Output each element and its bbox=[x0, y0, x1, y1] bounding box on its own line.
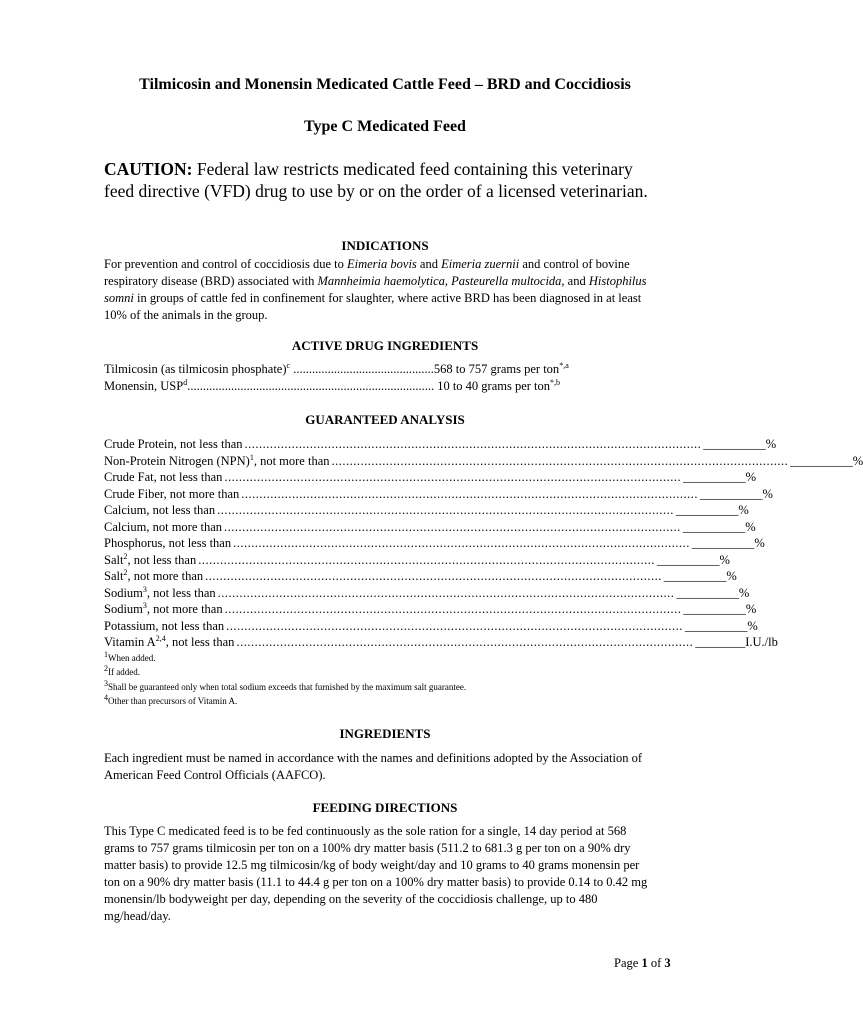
indications-text: For prevention and control of coccidiosis due to Eimeria bovis and Eimeria zuernii and control of bovine respiratory disease (BRD) associated with Mannheimia haemolytica, Pasteurella multocida, and Histophilus somni in groups of cattle fed in confinement for slaughter, where active BRD has been diagnosed in at least 10% of the animals in the group. bbox=[104, 257, 647, 322]
ingredients-heading: INGREDIENTS bbox=[339, 726, 431, 741]
indications-heading: INDICATIONS bbox=[341, 238, 429, 253]
analysis-row: Crude Protein, not less than .............................................................................................................................. __________% bbox=[104, 437, 777, 451]
analysis-row: Potassium, not less than .............................................................................................................................. __________% bbox=[104, 618, 758, 633]
footnote: $^1$When added. bbox=[104, 650, 156, 663]
analysis-row: Salt$^2$, not more than .............................................................................................................................. __________% bbox=[104, 567, 737, 583]
footnote: $^4$Other than precursors of Vitamin A. bbox=[104, 693, 238, 706]
feeding-directions-text: This Type C medicated feed is to be fed continuously as the sole ration for a single, 14 day period at 568 grams to 757 grams tilmicosin per ton on a 100% dry matter basis (511.2 to 681.3 g per ton on a 90% dry matter basis) to provide 12.5 mg tilmicosin/kg of body weight/day and 10 grams to 40 grams monensin per ton on a 90% dry matter basis (11.1 to 44.4 g per ton on a 100% dry matter basis) to provide 0.14 to 0.42 mg monensin/lb bodyweight per day, depending on the severity of the coccidiosis challenge, up to 480 mg/head/day. bbox=[104, 824, 648, 923]
analysis-row: Sodium$^3$, not less than .............................................................................................................................. __________% bbox=[104, 584, 750, 600]
analysis-row: Sodium$^3$, not more than .............................................................................................................................. __________% bbox=[104, 600, 757, 616]
guaranteed-analysis-list bbox=[104, 436, 863, 651]
footnote: $^3$Shall be guaranteed only when total sodium exceeds that furnished by the maximum salt guarantee. bbox=[104, 679, 467, 692]
analysis-row: Salt$^2$, not less than .............................................................................................................................. __________% bbox=[104, 551, 730, 567]
analysis-row: Crude Fat, not less than .............................................................................................................................. __________% bbox=[104, 470, 757, 484]
feeding-directions-heading: FEEDING DIRECTIONS bbox=[312, 800, 458, 815]
analysis-row: Vitamin A$^{2,4}$, not less than .............................................................................................................................. ________I.U./lb bbox=[104, 633, 778, 649]
active-ingredients-heading: ACTIVE DRUG INGREDIENTS bbox=[291, 338, 479, 353]
analysis-row: Phosphorus, not less than .............................................................................................................................. __________% bbox=[104, 536, 765, 550]
page-number: Page 1 of 3 bbox=[614, 956, 671, 970]
analysis-row: Non-Protein Nitrogen (NPN)$^1$, not more than .............................................................................................................................. __________% bbox=[104, 452, 863, 468]
monensin-line: Monensin, USP$^d$............................................................................... 10 to 40 grams per ton$^{*,b}$ bbox=[104, 377, 561, 393]
analysis-row: Calcium, not more than .............................................................................................................................. __________% bbox=[104, 519, 756, 534]
ingredients-text: Each ingredient must be named in accordance with the names and definitions adopted by the Association of American Feed Control Officials (AAFCO). bbox=[104, 751, 643, 782]
document-subtitle: Type C Medicated Feed bbox=[304, 118, 466, 135]
footnote: $^2$If added. bbox=[104, 664, 140, 677]
caution-label: CAUTION: bbox=[104, 159, 193, 179]
tilmicosin-line: Tilmicosin (as tilmicosin phosphate)$^c$ .............................................568 to 757 grams per ton$^{*,a}$ bbox=[104, 360, 569, 376]
analysis-row: Crude Fiber, not more than .............................................................................................................................. __________% bbox=[104, 486, 773, 501]
guaranteed-analysis-heading: GUARANTEED ANALYSIS bbox=[305, 412, 465, 427]
caution-statement bbox=[104, 158, 664, 202]
document-title: Tilmicosin and Monensin Medicated Cattle Feed – BRD and Coccidiosis bbox=[139, 76, 631, 93]
analysis-row: Calcium, not less than .............................................................................................................................. __________% bbox=[104, 503, 749, 517]
caution-text: Federal law restricts medicated feed containing this veterinary feed directive (VFD) drug to use by or on the order of a licensed veterinarian. bbox=[104, 159, 648, 201]
